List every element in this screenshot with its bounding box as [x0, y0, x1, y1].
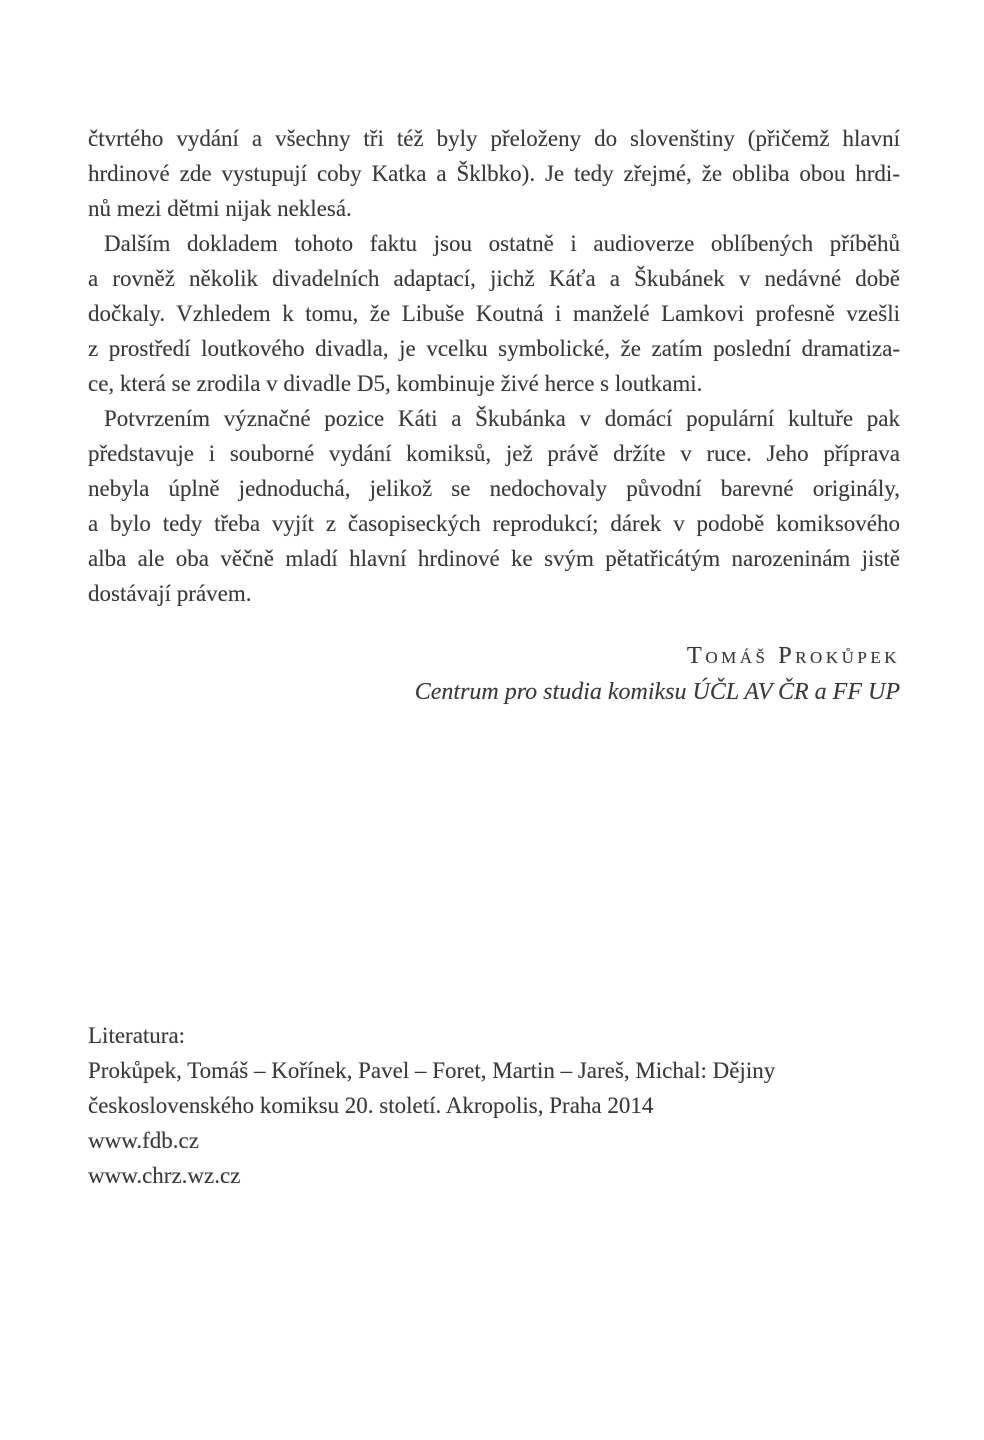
text-line: dočkaly. Vzhledem k tomu, že Libuše Koutná i manželé Lamkovi profesně vzešli: [88, 301, 900, 326]
text-line: a bylo tedy třeba vyjít z časopiseckých reprodukcí; dárek v podobě komiksového: [88, 511, 900, 536]
text-line: Dalším dokladem tohoto faktu jsou ostatně i audioverze oblíbených příběhů: [104, 231, 900, 256]
literature-heading: Literatura:: [88, 1023, 186, 1048]
text-line: ce, která se zrodila v divadle D5, kombinuje živé herce s loutkami.: [88, 371, 703, 396]
text-line: a rovněž několik divadelních adaptací, jichž Káťa a Škubánek v nedávné době: [88, 266, 900, 291]
literature-entry-line: československého komiksu 20. století. Akropolis, Praha 2014: [88, 1093, 654, 1118]
literature-section: [88, 1018, 900, 1193]
body-text-section: [88, 121, 900, 611]
text-line: čtvrtého vydání a všechny tři též byly přeloženy do slovenštiny (přičemž hlavní: [88, 126, 900, 151]
text-line: představuje i souborné vydání komiksů, jež právě držíte v ruce. Jeho příprava: [88, 441, 900, 466]
text-line: z prostředí loutkového divadla, je vcelku symbolické, že zatím poslední dramatiza-: [88, 336, 900, 361]
text-line: Potvrzením význačné pozice Káti a Škubánka v domácí populární kultuře pak: [104, 406, 900, 431]
literature-links: [88, 1123, 900, 1193]
signature-section: [88, 637, 900, 711]
literature-entry-line: Prokůpek, Tomáš – Kořínek, Pavel – Foret, Martin – Jareš, Michal: Dějiny: [88, 1058, 776, 1083]
website-link: www.fdb.cz: [88, 1128, 199, 1153]
signature-author: Tomáš Prokůpek: [686, 642, 900, 669]
paragraph-audioverze: [88, 226, 900, 401]
website-link: www.chrz.wz.cz: [88, 1163, 241, 1188]
text-line: nů mezi dětmi nijak neklesá.: [88, 196, 352, 221]
paragraph-potvrzeni: [88, 401, 900, 611]
text-line: alba ale oba věčně mladí hlavní hrdinové ke svým pětatřicátým narozeninám jistě: [88, 546, 900, 571]
signature-affiliation: Centrum pro studia komiksu ÚČL AV ČR a FF UP: [414, 679, 900, 705]
text-line: nebyla úplně jednoduchá, jelikož se nedochovaly původní barevné originály,: [88, 476, 900, 501]
literature-reference: [88, 1053, 900, 1123]
text-line: dostávají právem.: [88, 581, 252, 606]
paragraph-continuation: [88, 121, 900, 226]
text-line: hrdinové zde vystupují coby Katka a Šklbko). Je tedy zřejmé, že obliba obou hrdi-: [88, 161, 900, 186]
